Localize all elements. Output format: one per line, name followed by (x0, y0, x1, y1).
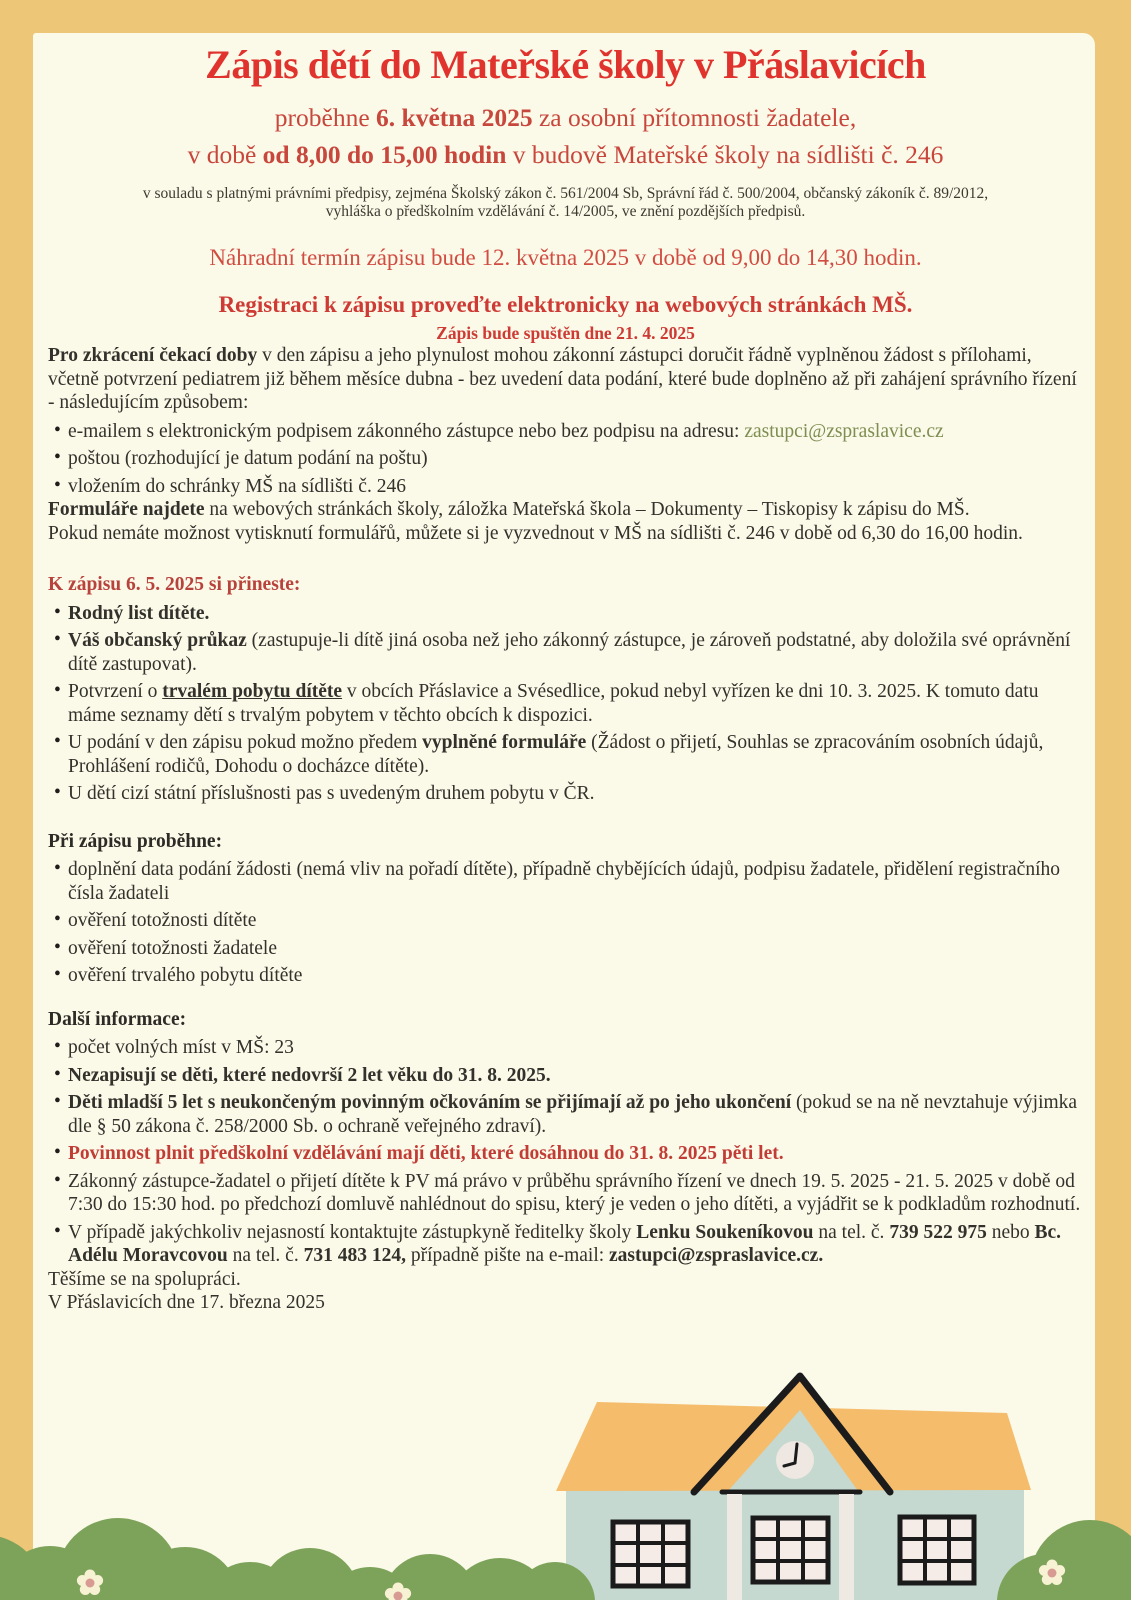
list-item: • Zákonný zástupce-žadatel o přijetí dítěte k PV má právo v průběhu správního řízení ve dnech 19. 5. 2025 - 21. 5. 2025 v době od 7:30 do 15:30 hod. po předchozí domluvě nahlédnout do spisu, který je veden o jeho dítěti, a vyjádřit se k podkladům rozhodnutí. (48, 1170, 1083, 1217)
list-item (48, 1142, 1083, 1166)
list-item: • Nezapisují se děti, které nedovrší 2 let věku do 31. 8. 2025. (48, 1064, 1083, 1088)
contact-name: Lenku Soukeníkovou (636, 1221, 814, 1243)
registration-start-date: Zápis bude spuštěn dne 21. 4. 2025 (436, 323, 695, 343)
list-item: • Děti mladší 5 let s neukončeným povinným očkováním se přijímají až po jeho ukončení (pokud se na ně nevztahuje výjimka dle § 50 zákona č. 258/2000 Sb. o ochraně veřejného zdraví). (48, 1091, 1083, 1138)
contact-phone: 739 522 975 (889, 1221, 987, 1243)
legal-reference: v souladu s platnými právními předpisy, zejména Školský zákon č. 561/2004 Sb, Správní řád č. 500/2004, občanský zákoník č. 89/2012, vyhláška o předškolním vzdělávání č. 14/2005, ve znění pozdějších předpisů. (142, 185, 989, 220)
email-link[interactable]: zastupci@zspraslavice.cz (744, 420, 944, 442)
list-item: • ověření totožnosti žadatele (48, 937, 1083, 961)
list-item: • Rodný list dítěte. (48, 602, 1083, 626)
contact-name: Bc. Adélu Moravcovou (68, 1221, 1062, 1266)
list-item: • U podání v den zápisu pokud možno předem vyplněné formuláře (Žádost o přijetí, Souhlas se zpracováním osobních údajů, Prohlášení rodičů, Dohodu o docházce dítěte). (48, 731, 1083, 778)
page-title: Zápis dětí do Mateřské školy v Přáslavicích (205, 42, 926, 87)
clock-icon (776, 1441, 814, 1479)
list-item: • doplnění data podání žádosti (nemá vliv na pořadí dítěte), případně chybějících údajů, podpisu žadatele, přidělení registračního čísla žadateli (48, 858, 1083, 905)
info-list (48, 1036, 1083, 1268)
event-date-line: proběhne 6. května 2025 za osobní přítomnosti žadatele, v době od 8,00 do 15,00 hodin v budově Mateřské školy na sídlišti č. 246 (187, 103, 944, 169)
list-item: • ověření totožnosti dítěte (48, 909, 1083, 933)
alternate-date-line: Náhradní termín zápisu bude 12. května 2025 v době od 9,00 do 14,30 hodin. (209, 245, 922, 270)
school-house (556, 1373, 1031, 1600)
list-item: • ověření trvalého pobytu dítěte (48, 964, 1083, 988)
list-item: • poštou (rozhodující je datum podání na poštu) (48, 447, 1083, 471)
event-hours: od 8,00 do 15,00 hodin (262, 140, 507, 169)
window-right (900, 1517, 974, 1583)
closing-line: Těšíme se na spolupráci. (48, 1268, 241, 1290)
window-left (613, 1522, 688, 1586)
mandatory-preschool-note: Povinnost plnit předškolní vzdělávání mají děti, které dosáhnou do 31. 8. 2025 pěti let. (68, 1143, 784, 1164)
footer-illustration (0, 1340, 1131, 1600)
pillar-right (839, 1494, 854, 1600)
event-date: 6. května 2025 (376, 103, 533, 132)
forms-paragraph: Formuláře najdete na webových stránkách školy, záložka Mateřská škola – Dokumenty – Tiskopisy k zápisu do MŠ. Pokud nemáte možnost vytisknutí formulářů, můžete si je vyzvednout v MŠ na sídlišti č. 246 v době od 6,30 do 16,00 hodin. (48, 499, 1023, 544)
section-heading-bring: K zápisu 6. 5. 2025 si přineste: (48, 574, 301, 595)
list-item: • Váš občanský průkaz (zastupuje-li dítě jiná osoba než jeho zákonný zástupce, je zároveň podstatné, aby doložila své oprávnění dítě zastupovat). (48, 629, 1083, 676)
list-item: • V případě jakýchkoliv nejasností kontaktujte zástupkyně ředitelky školy Lenku Soukeníkovou na tel. č. 739 522 975 nebo Bc. Adélu Moravcovou na tel. č. 731 483 124, případně pište na e-mail: zastupci@zspraslavice.cz. (48, 1221, 1083, 1268)
intro-paragraph: Pro zkrácení čekací doby v den zápisu a jeho plynulost mohou zákonní zástupci doručit řádně vyplněnou žádost s přílohami, včetně potvrzení pediatrem již během měsíce dubna - bez uvedení data podání, které bude doplněno až při zahájení správního řízení - následujícím způsobem: (48, 345, 1077, 413)
list-item: • počet volných míst v MŠ: 23 (48, 1036, 1083, 1060)
window-center (753, 1518, 828, 1582)
list-item: • U dětí cizí státní příslušnosti pas s uvedeným druhem pobytu v ČR. (48, 782, 1083, 806)
list-item: • Potvrzení o trvalém pobytu dítěte v obcích Přáslavice a Svésedlice, pokud nebyl vyřízen ke dni 10. 3. 2025. K tomuto datu máme seznamy dětí s trvalým pobytem v těchto obcích k dispozici. (48, 680, 1083, 727)
flyer-content (33, 41, 1095, 1315)
contact-email: zastupci@zspraslavice.cz. (609, 1245, 824, 1266)
dateline: V Přáslavicích dne 17. března 2025 (48, 1292, 325, 1313)
list-item: • vložením do schránky MŠ na sídlišti č. 246 (48, 475, 1083, 499)
registration-notice: Registraci k zápisu proveďte elektronicky na webových stránkách MŠ. (218, 292, 913, 317)
body-text (48, 344, 1083, 1315)
process-list (48, 858, 1083, 988)
delivery-options-list (48, 420, 1083, 499)
bring-list (48, 602, 1083, 806)
list-item: • e-mailem s elektronickým podpisem zákonného zástupce nebo bez podpisu na adresu: zastupci@zspraslavice.cz (48, 420, 1083, 444)
pillar-left (727, 1494, 742, 1600)
section-heading-process: Při zápisu proběhne: (48, 830, 223, 852)
contact-phone: 731 483 124, (303, 1245, 406, 1266)
section-heading-info: Další informace: (48, 1008, 187, 1030)
